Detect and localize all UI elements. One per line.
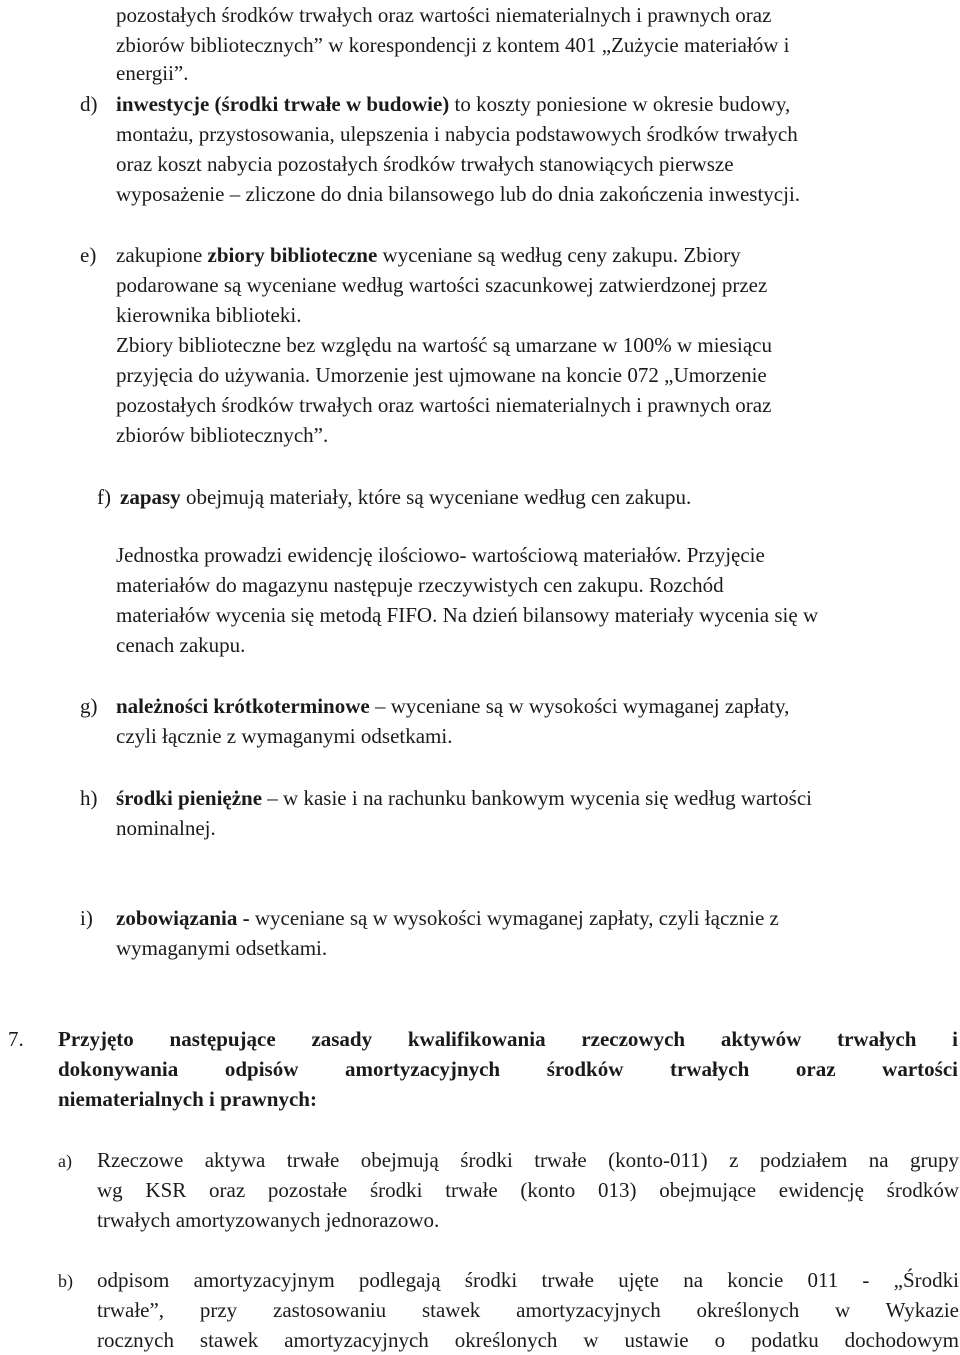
item-f-line-4: materiałów wycenia się metodą FIFO. Na dzień bilansowy materiały wycenia się w — [116, 603, 819, 627]
item-e-text: wyceniane są według ceny zakupu. Zbiory — [377, 243, 741, 267]
section-7-a-label: a) — [58, 1151, 72, 1171]
section-7-number: 7. — [8, 1027, 24, 1051]
item-e-term: zbiory biblioteczne — [207, 243, 378, 267]
intro-line-3: energii”. — [116, 61, 189, 85]
item-e-line-2: podarowane są wyceniane według wartości szacunkowej zatwierdzonej przez — [116, 273, 768, 297]
item-f-line-2: Jednostka prowadzi ewidencję ilościowo- wartościową materiałów. Przyjęcie — [116, 543, 765, 567]
item-d-label: d) — [80, 92, 98, 116]
section-7-a-line-1: Rzeczowe aktywa trwałe obejmują środki trwałe (konto-011) z podziałem na grupy — [97, 1148, 959, 1172]
item-g-term: należności krótkoterminowe — [116, 694, 370, 718]
item-d-term: inwestycje (środki trwałe w budowie) — [116, 92, 450, 116]
item-g-text: – wyceniane są w wysokości wymaganej zapłaty, — [369, 694, 790, 718]
item-h-label: h) — [80, 786, 98, 810]
item-i-text: wyceniane są w wysokości wymaganej zapłaty, czyli łącznie z — [249, 906, 779, 930]
item-i-term: zobowiązania - — [116, 906, 250, 930]
item-e-line-7: zbiorów bibliotecznych”. — [116, 423, 329, 447]
section-7-a-line-2: wg KSR oraz pozostałe środki trwałe (konto 013) obejmujące ewidencję środków — [97, 1178, 959, 1202]
item-i-line-2: wymaganymi odsetkami. — [116, 936, 328, 960]
section-7-heading-line-2: dokonywania odpisów amortyzacyjnych środków trwałych oraz wartości — [58, 1057, 958, 1081]
item-i-label: i) — [80, 906, 93, 930]
intro-line-1: pozostałych środków trwałych oraz wartości niematerialnych i prawnych oraz — [116, 3, 772, 27]
item-e-pre: zakupione — [116, 243, 208, 267]
item-f-label: f) — [97, 485, 111, 509]
item-d-text: to koszty poniesione w okresie budowy, — [449, 92, 791, 116]
item-d-line-1 — [116, 89, 790, 119]
item-h-line-2: nominalnej. — [116, 816, 216, 840]
item-h-text: – w kasie i na rachunku bankowym wycenia się według wartości — [262, 786, 812, 810]
item-d-line-4: wyposażenie – zliczone do dnia bilansowego lub do dnia zakończenia inwestycji. — [116, 182, 801, 206]
section-7-heading-line-1: Przyjęto następujące zasady kwalifikowania rzeczowych aktywów trwałych i — [58, 1027, 958, 1051]
section-7-heading-line-3: niematerialnych i prawnych: — [58, 1087, 317, 1111]
item-g-line-1 — [116, 691, 789, 721]
item-e-line-3: kierownika biblioteki. — [116, 303, 302, 327]
section-7-b-line-2: trwałe”, przy zastosowaniu stawek amortyzacyjnych określonych w Wykazie — [97, 1298, 959, 1322]
item-g-line-2: czyli łącznie z wymaganymi odsetkami. — [116, 724, 453, 748]
item-f-line-3: materiałów do magazynu następuje rzeczywistych cen zakupu. Rozchód — [116, 573, 724, 597]
section-7-b-line-3: rocznych stawek amortyzacyjnych określonych w ustawie o podatku dochodowym — [97, 1328, 959, 1352]
item-f-term: zapasy — [120, 485, 181, 509]
intro-line-2: zbiorów bibliotecznych” w korespondencji z kontem 401 „Zużycie materiałów i — [116, 33, 790, 57]
item-f-line-5: cenach zakupu. — [116, 633, 246, 657]
item-f-line-1 — [120, 482, 691, 512]
item-e-line-6: pozostałych środków trwałych oraz wartości niematerialnych i prawnych oraz — [116, 393, 772, 417]
section-7-b-label: b) — [58, 1271, 73, 1291]
item-e-line-4: Zbiory biblioteczne bez względu na wartość są umarzane w 100% w miesiącu — [116, 333, 773, 357]
item-g-label: g) — [80, 694, 98, 718]
item-h-term: środki pieniężne — [116, 786, 263, 810]
item-i-line-1 — [116, 903, 779, 933]
item-e-line-1 — [116, 240, 741, 270]
item-d-line-3: oraz koszt nabycia pozostałych środków trwałych stanowiących pierwsze — [116, 152, 734, 176]
item-f-text: obejmują materiały, które są wyceniane według cen zakupu. — [180, 485, 692, 509]
section-7-a-line-3: trwałych amortyzowanych jednorazowo. — [97, 1208, 440, 1232]
item-d-line-2: montażu, przystosowania, ulepszenia i nabycia podstawowych środków trwałych — [116, 122, 798, 146]
item-e-line-5: przyjęcia do używania. Umorzenie jest ujmowane na koncie 072 „Umorzenie — [116, 363, 767, 387]
item-h-line-1 — [116, 783, 812, 813]
section-7-b-line-1: odpisom amortyzacyjnym podlegają środki trwałe ujęte na koncie 011 - „Środki — [97, 1268, 959, 1292]
item-e-label: e) — [80, 243, 97, 267]
